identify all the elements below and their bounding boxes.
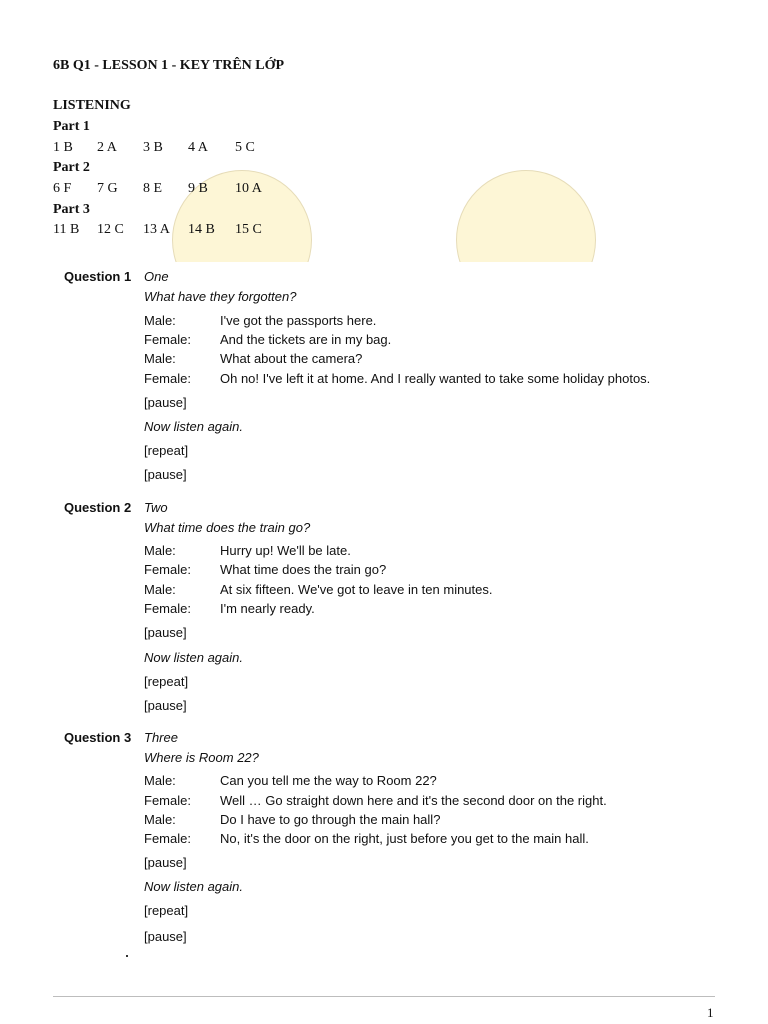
decorative-half-circle-right: [454, 168, 598, 262]
speech-text: Hurry up! We'll be late.: [220, 543, 351, 558]
part-2-label: Part 2: [53, 160, 90, 175]
speaker-label: Female:: [144, 601, 191, 616]
answer-item: 5 C: [235, 140, 255, 155]
answer-item: 8 E: [143, 181, 163, 196]
cue-listen-again: Now listen again.: [144, 650, 243, 665]
answer-item: 10 A: [235, 181, 262, 196]
part-2-answers: [53, 181, 373, 199]
section-heading: LISTENING: [53, 98, 131, 113]
answer-item: 14 B: [188, 222, 215, 237]
speaker-label: Male:: [144, 773, 176, 788]
speech-text: At six fifteen. We've got to leave in ten minutes.: [220, 582, 493, 597]
speech-text: Do I have to go through the main hall?: [220, 812, 441, 827]
cue-pause: [pause]: [144, 929, 187, 944]
question-text: What time does the train go?: [144, 520, 311, 535]
cue-pause: [pause]: [144, 698, 187, 713]
part-1-label: Part 1: [53, 119, 90, 134]
speaker-label: Male:: [144, 582, 176, 597]
answer-item: 4 A: [188, 140, 208, 155]
question-label: Question 2: [64, 500, 132, 515]
cue-pause: [pause]: [144, 625, 187, 640]
footer-divider: [53, 996, 715, 997]
speaker-label: Female:: [144, 371, 191, 386]
answer-item: 13 A: [143, 222, 170, 237]
speaker-label: Female:: [144, 562, 191, 577]
stray-mark: [126, 955, 128, 957]
cue-pause: [pause]: [144, 855, 187, 870]
cue-repeat: [repeat]: [144, 903, 189, 918]
speech-text: Well … Go straight down here and it's the second door on the right.: [220, 793, 607, 808]
speech-text: What about the camera?: [220, 351, 363, 366]
speech-text: What time does the train go?: [220, 562, 387, 577]
part-3-answers: [53, 222, 373, 240]
cue-listen-again: Now listen again.: [144, 419, 243, 434]
answer-item: 2 A: [97, 140, 117, 155]
question-text: What have they forgotten?: [144, 289, 297, 304]
speaker-label: Female:: [144, 831, 191, 846]
speaker-label: Male:: [144, 351, 176, 366]
speaker-label: Female:: [144, 793, 191, 808]
question-3-block: [0, 730, 768, 950]
part-3-label: Part 3: [53, 202, 90, 217]
cue-pause: [pause]: [144, 467, 187, 482]
answer-item: 15 C: [235, 222, 262, 237]
answer-item: 12 C: [97, 222, 124, 237]
speech-text: No, it's the door on the right, just before you get to the main hall.: [220, 831, 589, 846]
question-number-word: Two: [144, 500, 168, 515]
speaker-label: Male:: [144, 543, 176, 558]
document-title: 6B Q1 - LESSON 1 - KEY TRÊN LỚP: [53, 58, 285, 73]
answer-item: 7 G: [97, 181, 118, 196]
cue-repeat: [repeat]: [144, 443, 189, 458]
answer-item: 1 B: [53, 140, 73, 155]
question-1-block: [0, 269, 768, 489]
question-number-word: One: [144, 269, 169, 284]
answer-item: 11 B: [53, 222, 80, 237]
question-text: Where is Room 22?: [144, 750, 259, 765]
cue-pause: [pause]: [144, 395, 187, 410]
cue-repeat: [repeat]: [144, 674, 189, 689]
part-1-answers: [53, 140, 373, 158]
speaker-label: Male:: [144, 812, 176, 827]
question-label: Question 3: [64, 730, 132, 745]
speaker-label: Female:: [144, 332, 191, 347]
cue-listen-again: Now listen again.: [144, 879, 243, 894]
speaker-label: Male:: [144, 313, 176, 328]
answer-item: 3 B: [143, 140, 163, 155]
speech-text: I'm nearly ready.: [220, 601, 315, 616]
question-2-block: [0, 500, 768, 720]
page-number: 1: [707, 1005, 714, 1020]
speech-text: And the tickets are in my bag.: [220, 332, 392, 347]
speech-text: Can you tell me the way to Room 22?: [220, 773, 437, 788]
question-number-word: Three: [144, 730, 178, 745]
speech-text: Oh no! I've left it at home. And I really wanted to take some holiday photos.: [220, 371, 651, 386]
speech-text: I've got the passports here.: [220, 313, 377, 328]
answer-item: 6 F: [53, 181, 72, 196]
answer-item: 9 B: [188, 181, 208, 196]
question-label: Question 1: [64, 269, 132, 284]
